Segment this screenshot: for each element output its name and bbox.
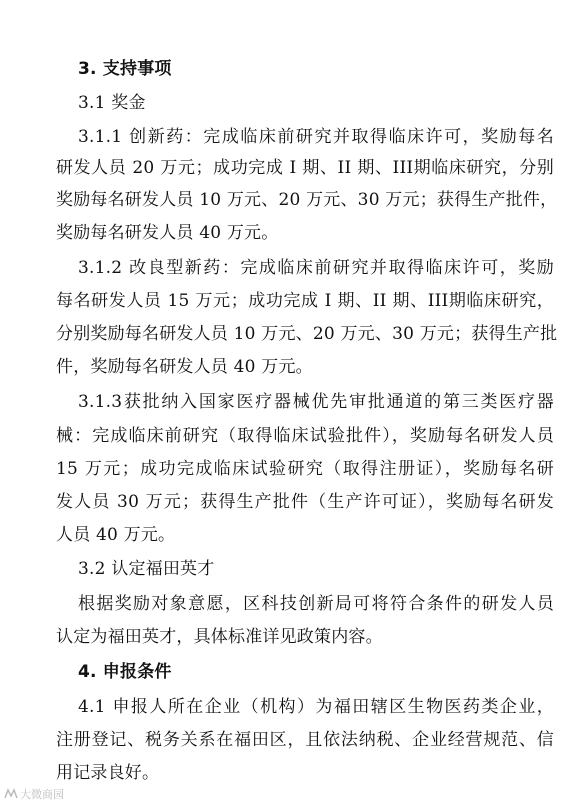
section-heading-conditions: 4. 申报条件 bbox=[78, 662, 172, 682]
text-line: 奖励每名研发人员 40 万元。 bbox=[56, 223, 279, 243]
text-line: 每名研发人员 15 万元；成功完成 I 期、II 期、III期临床研究， bbox=[56, 291, 554, 311]
text-line: 3.1.2 改良型新药：完成临床前研究并取得临床许可，奖励 bbox=[78, 258, 554, 278]
text-line: 发人员 30 万元；获得生产批件（生产许可证），奖励每名研发 bbox=[56, 492, 554, 512]
text-line: 人员 40 万元。 bbox=[56, 525, 176, 545]
text-line: 注册登记、税务关系在福田区，且依法纳税、企业经营规范、信 bbox=[56, 730, 554, 750]
text-line: 15 万元；成功完成临床试验研究（取得注册证），奖励每名研 bbox=[56, 459, 554, 479]
text-line: 分别奖励每名研发人员 10 万元、20 万元、30 万元；获得生产批 bbox=[56, 324, 558, 344]
watermark-text: 大微商园 bbox=[20, 788, 64, 801]
text-line: 件，奖励每名研发人员 40 万元。 bbox=[56, 357, 313, 377]
text-line: 认定为福田英才，具体标准详见政策内容。 bbox=[56, 627, 383, 647]
text-line: 奖励每名研发人员 10 万元、20 万元、30 万元；获得生产批件， bbox=[56, 190, 558, 210]
logo-icon bbox=[4, 788, 18, 800]
text-line: 4.1 申报人所在企业（机构）为福田辖区生物医药类企业， bbox=[78, 697, 554, 717]
subsection-title-bonus: 3.1 奖金 bbox=[78, 93, 146, 113]
text-line: 用记录良好。 bbox=[56, 763, 160, 783]
text-line: 3.1.3获批纳入国家医疗器械优先审批通道的第三类医疗器 bbox=[78, 392, 554, 412]
text-line: 根据奖励对象意愿，区科技创新局可将符合条件的研发人员 bbox=[78, 594, 554, 614]
subsection-title-talent: 3.2 认定福田英才 bbox=[78, 559, 215, 579]
text-line: 研发人员 20 万元；成功完成 I 期、II 期、III期临床研究，分别 bbox=[56, 158, 554, 178]
watermark bbox=[4, 786, 64, 802]
text-line: 械：完成临床前研究（取得临床试验批件），奖励每名研发人员 bbox=[56, 426, 554, 446]
section-heading-support: 3. 支持事项 bbox=[78, 59, 172, 79]
text-line: 3.1.1 创新药：完成临床前研究并取得临床许可，奖励每名 bbox=[78, 127, 554, 147]
